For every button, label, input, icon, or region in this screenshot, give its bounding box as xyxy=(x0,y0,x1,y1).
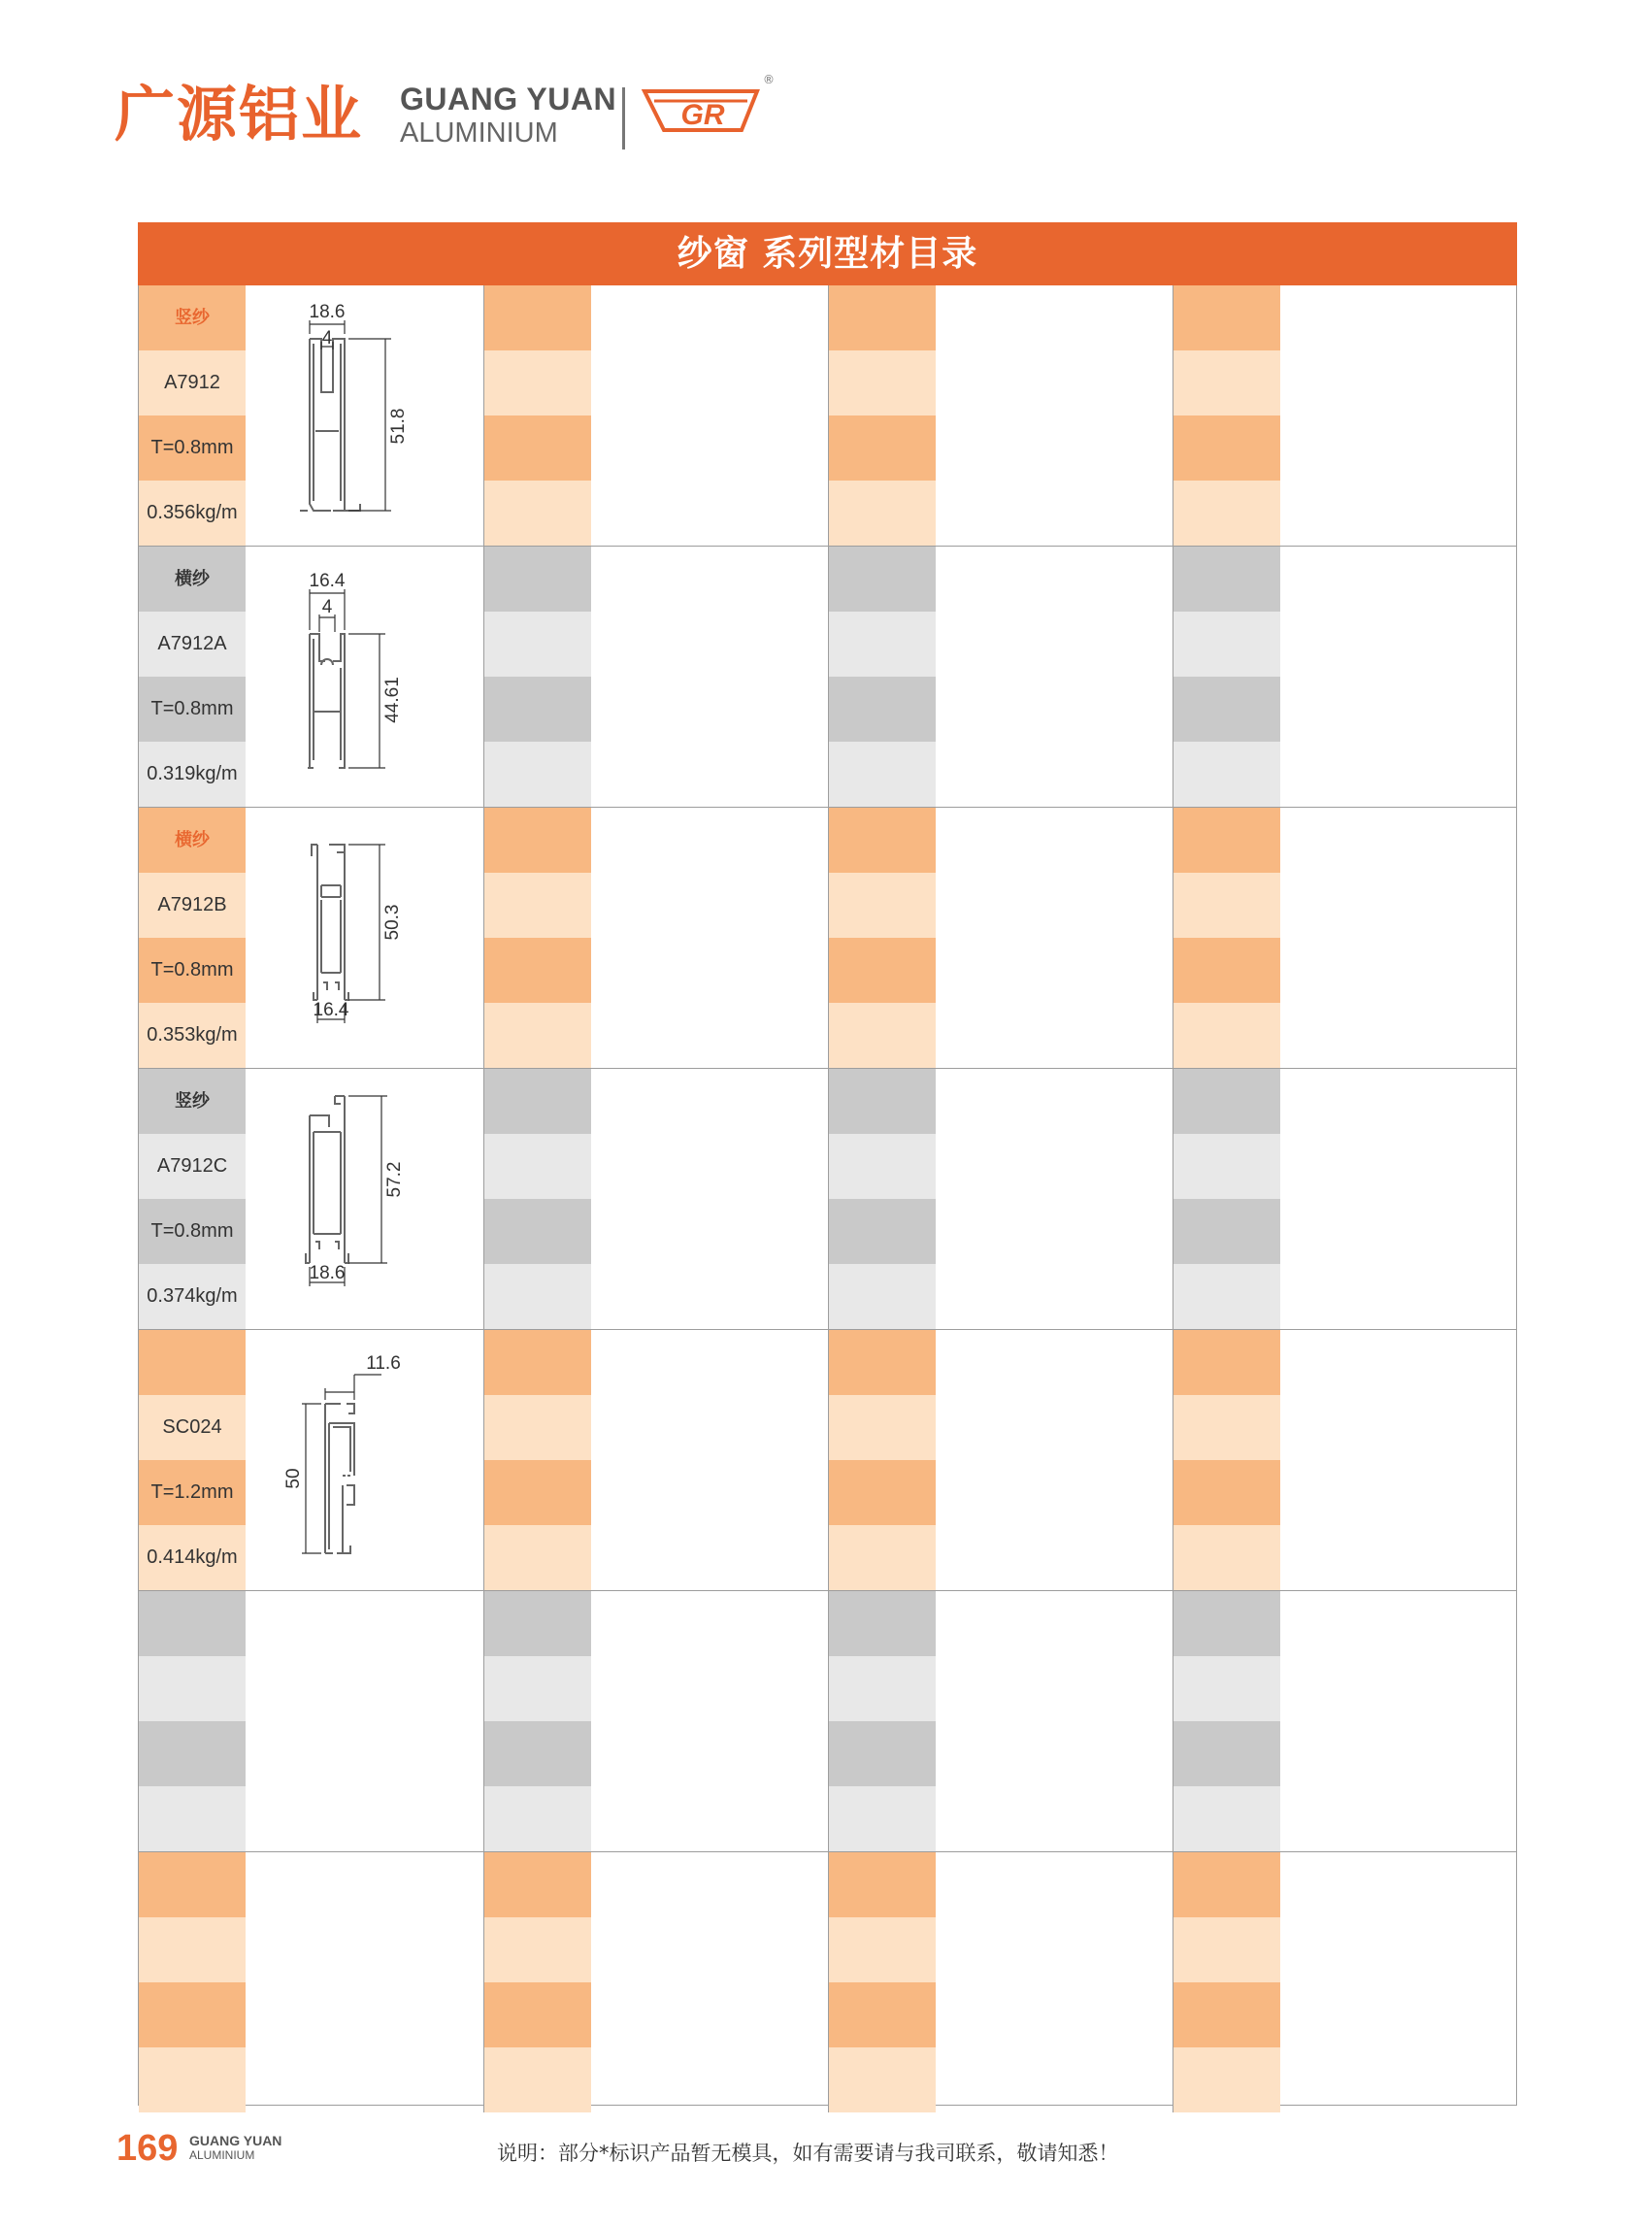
footer-note: 说明：部分*标识产品暂无模具，如有需要请与我司联系，敬请知悉！ xyxy=(497,2142,1119,2165)
product-name: 横纱 xyxy=(175,569,210,589)
dimension-height: 44.61 xyxy=(382,677,403,723)
product-thickness: T=0.8mm xyxy=(150,698,234,719)
table-row xyxy=(139,1069,1516,1330)
product-name: 竖纱 xyxy=(175,1091,210,1112)
footer-brand-line2: ALUMINIUM xyxy=(189,2148,255,2162)
profile-drawing xyxy=(246,285,482,546)
empty-cell xyxy=(483,1591,828,1851)
footer-brand xyxy=(189,2134,281,2162)
product-weight: 0.374kg/m xyxy=(147,1285,238,1307)
dimension-width: 16.4 xyxy=(313,1000,349,1020)
table-title: 纱窗 系列型材目录 xyxy=(138,222,1517,285)
product-cell xyxy=(139,285,482,546)
product-thickness: T=0.8mm xyxy=(150,959,234,981)
empty-cell xyxy=(1173,1330,1517,1590)
empty-cell xyxy=(828,808,1173,1068)
brand-name-en xyxy=(400,82,616,150)
table-row xyxy=(139,1852,1516,2112)
empty-cell xyxy=(483,808,828,1068)
empty-cell xyxy=(483,285,828,546)
empty-cell xyxy=(1173,808,1517,1068)
product-name xyxy=(139,1330,246,1395)
product-thickness: T=1.2mm xyxy=(150,1481,234,1503)
product-thickness: T=0.8mm xyxy=(150,437,234,458)
product-thickness: T=0.8mm xyxy=(150,1220,234,1242)
product-weight: 0.353kg/m xyxy=(147,1024,238,1046)
dimension-height: 50.3 xyxy=(382,904,403,941)
footer-brand-line1: GUANG YUAN xyxy=(189,2133,282,2148)
profile-drawing xyxy=(246,808,482,1068)
empty-cell xyxy=(483,547,828,807)
empty-cell xyxy=(1173,285,1517,546)
empty-cell xyxy=(1173,1852,1517,2112)
product-code: A7912 xyxy=(164,372,220,393)
profile-drawing xyxy=(246,1330,482,1590)
profile-drawing xyxy=(246,1069,482,1329)
product-code: A7912B xyxy=(157,894,227,915)
product-weight: 0.414kg/m xyxy=(147,1546,238,1568)
empty-cell xyxy=(139,1852,482,2112)
product-cell xyxy=(139,1069,482,1329)
product-cell xyxy=(139,547,482,807)
product-cell xyxy=(139,808,482,1068)
dimension-width: 11.6 xyxy=(366,1353,401,1374)
dimension-slot: 4 xyxy=(321,597,333,617)
empty-cell xyxy=(828,547,1173,807)
product-code: A7912C xyxy=(156,1155,228,1177)
product-weight: 0.319kg/m xyxy=(147,763,238,784)
dimension-height: 51.8 xyxy=(388,408,409,445)
product-name: 横纱 xyxy=(175,830,210,850)
dimension-height: 50 xyxy=(283,1468,304,1489)
page-number: 169 xyxy=(116,2128,179,2169)
product-cell xyxy=(139,1330,482,1590)
dimension-slot: 4 xyxy=(321,328,333,349)
catalog-table xyxy=(138,222,1517,2108)
empty-cell xyxy=(483,1852,828,2112)
profile-drawing xyxy=(246,547,482,807)
company-logo xyxy=(641,70,775,148)
catalog-grid xyxy=(138,285,1517,2106)
product-weight: 0.356kg/m xyxy=(147,502,238,523)
empty-cell xyxy=(1173,547,1517,807)
empty-cell xyxy=(1173,1591,1517,1851)
empty-cell xyxy=(483,1069,828,1329)
empty-cell xyxy=(828,1330,1173,1590)
registered-mark: ® xyxy=(763,73,775,86)
logo-letters: GR xyxy=(680,99,725,131)
empty-cell xyxy=(483,1330,828,1590)
empty-cell xyxy=(828,1591,1173,1851)
table-row xyxy=(139,547,1516,808)
empty-cell xyxy=(828,1069,1173,1329)
brand-divider xyxy=(622,87,625,150)
empty-cell xyxy=(828,1852,1173,2112)
product-code: A7912A xyxy=(157,633,227,654)
brand-en-line1: GUANG YUAN xyxy=(400,82,617,116)
dimension-height: 57.2 xyxy=(384,1161,405,1198)
dimension-width: 18.6 xyxy=(309,302,346,322)
table-row xyxy=(139,1591,1516,1852)
dimension-width: 18.6 xyxy=(309,1263,346,1283)
empty-cell xyxy=(139,1591,482,1851)
empty-cell xyxy=(1173,1069,1517,1329)
table-row xyxy=(139,1330,1516,1591)
product-name: 竖纱 xyxy=(175,308,210,328)
empty-cell xyxy=(828,285,1173,546)
brand-en-line2: ALUMINIUM xyxy=(400,117,558,149)
table-row xyxy=(139,808,1516,1069)
dimension-width: 16.4 xyxy=(309,571,346,591)
table-row xyxy=(139,285,1516,547)
product-code: SC024 xyxy=(162,1416,222,1438)
brand-name-cn: 广源铝业 xyxy=(115,79,364,150)
